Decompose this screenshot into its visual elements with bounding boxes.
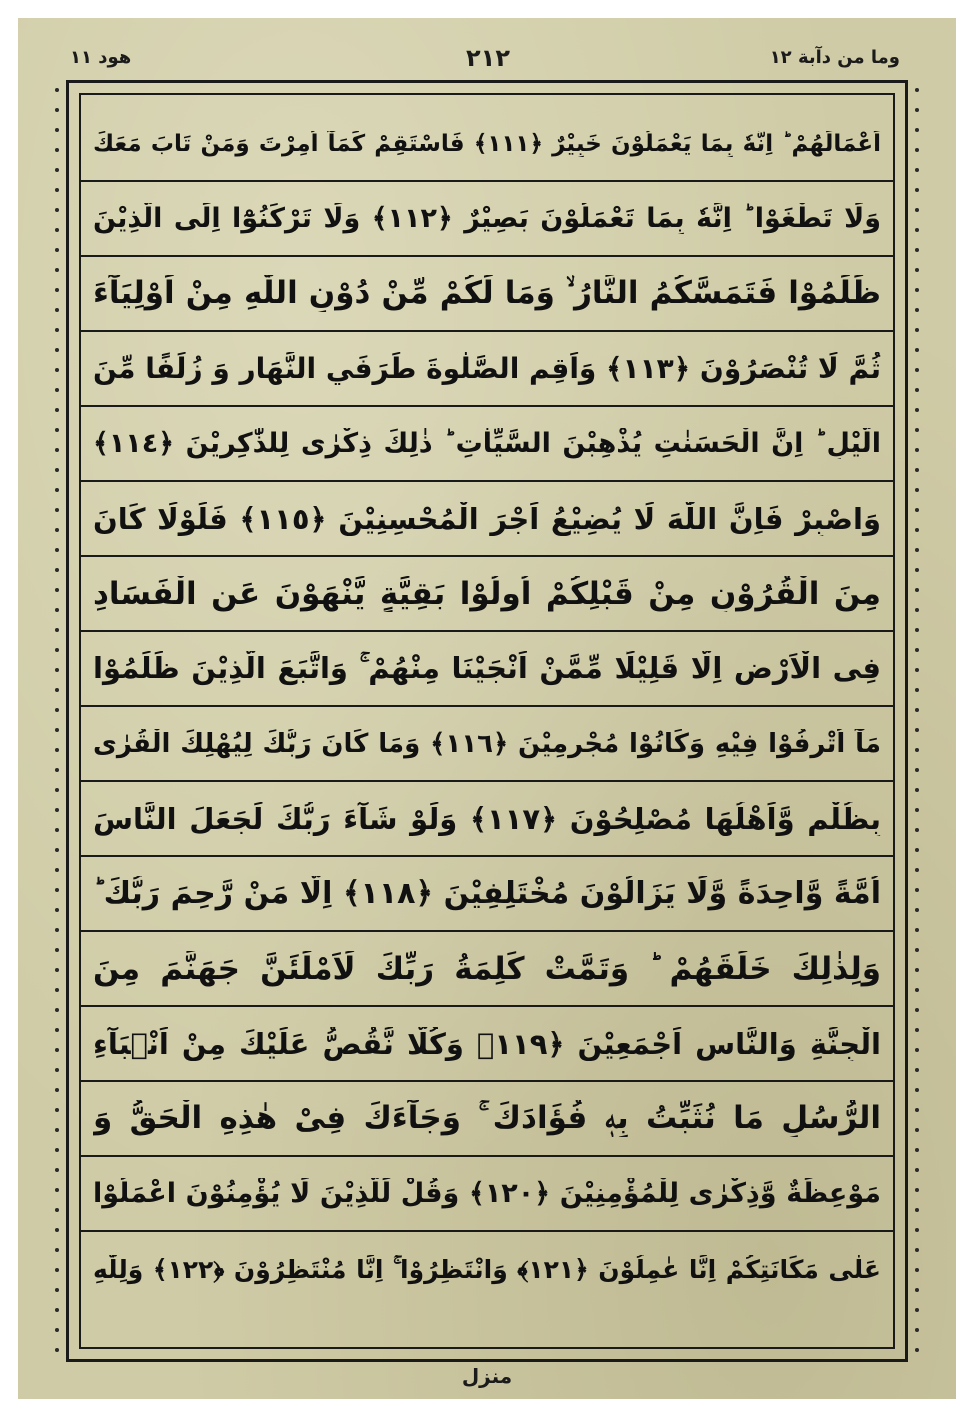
ornament-dot bbox=[55, 848, 59, 852]
ornament-dot bbox=[915, 88, 919, 92]
line-text: اُمَّةً وَّاحِدَةً وَّلَا يَزَالُوْنَ مُخْتَلِفِيْنَ ﴿١١٨﴾ اِلَّا مَنْ رَّحِمَ رَبُّكَ ؕ bbox=[93, 876, 881, 911]
ornament-dot bbox=[915, 948, 919, 952]
ornament-dot bbox=[55, 1328, 59, 1332]
ornament-dot bbox=[915, 168, 919, 172]
ornament-dot bbox=[915, 1108, 919, 1112]
ornament-dot bbox=[915, 368, 919, 372]
page-number: ٢١٢ bbox=[466, 44, 510, 72]
ornament-dot bbox=[915, 748, 919, 752]
text-line bbox=[81, 857, 893, 932]
line-text: الرُّسُلِ مَا نُثَبِّتُ بِهٖ فُؤَادَكَ ۚ وَجَآءَكَ فِىْ هٰذِهِ الْحَقُّ وَ bbox=[93, 1100, 881, 1136]
text-line bbox=[81, 1082, 893, 1157]
ornament-dot bbox=[55, 308, 59, 312]
ornament-dot bbox=[915, 908, 919, 912]
ornament-dot bbox=[915, 628, 919, 632]
ornament-dot bbox=[915, 528, 919, 532]
ornament-dot bbox=[915, 828, 919, 832]
ornament-dot bbox=[915, 928, 919, 932]
ornament-dot bbox=[55, 268, 59, 272]
line-text: اَعْمَالَهُمْ ؕ اِنَّهٗ بِمَا يَعْمَلُوْنَ خَبِيْرٌ ﴿١١١﴾ فَاسْتَقِمْ كَمَآ اُمِرْتَ وَمَنْ تَابَ مَعَكَ bbox=[93, 130, 881, 157]
ornament-dot bbox=[55, 1248, 59, 1252]
ornament-dot bbox=[915, 1228, 919, 1232]
line-text: مَوْعِظَةٌ وَّذِكْرٰى لِلْمُؤْمِنِيْنَ ﴿١٢٠﴾ وَقُلْ لِّلَّذِيْنَ لَا يُؤْمِنُوْنَ اعْمَلُوْا bbox=[93, 1178, 881, 1209]
ornament-dot bbox=[915, 1248, 919, 1252]
ornament-dot bbox=[55, 948, 59, 952]
ornament-dot bbox=[55, 588, 59, 592]
text-line bbox=[81, 482, 893, 557]
ornament-dot bbox=[915, 1128, 919, 1132]
ornament-dot bbox=[55, 988, 59, 992]
ornament-dot bbox=[55, 1288, 59, 1292]
ornament-dot bbox=[915, 788, 919, 792]
ornament-dot bbox=[915, 1088, 919, 1092]
ornament-dot bbox=[55, 328, 59, 332]
ornament-dot bbox=[55, 608, 59, 612]
ornament-dot bbox=[55, 148, 59, 152]
line-text: فِى الْاَرْضِ اِلَّا قَلِيْلًا مِّمَّنْ اَنْجَيْنَا مِنْهُمْ ۚ وَاتَّبَعَ الَّذِيْنَ ظَلَمُوْا bbox=[93, 651, 881, 685]
text-line bbox=[81, 1157, 893, 1232]
ornament-dot bbox=[55, 1028, 59, 1032]
line-text: ثُمَّ لَا تُنْصَرُوْنَ ﴿١١٣﴾ وَاَقِمِ الصَّلٰوةَ طَرَفَيِ النَّهَارِ وَ زُلَفًا مِّنَ bbox=[93, 352, 881, 385]
ornament-dot bbox=[915, 1188, 919, 1192]
ornament-dot bbox=[915, 288, 919, 292]
ornament-dot bbox=[55, 828, 59, 832]
ornament-dot bbox=[55, 248, 59, 252]
ornament-dot bbox=[55, 1268, 59, 1272]
manzil-marker: منزل bbox=[461, 1364, 513, 1388]
ornament-dot bbox=[55, 1068, 59, 1072]
ornament-dot bbox=[55, 1188, 59, 1192]
left-margin-ornament bbox=[50, 80, 64, 1362]
ornament-dot bbox=[55, 408, 59, 412]
ornament-dot bbox=[915, 348, 919, 352]
ornament-dot bbox=[55, 88, 59, 92]
ornament-dot bbox=[55, 528, 59, 532]
line-text: مِنَ الْقُرُوْنِ مِنْ قَبْلِكُمْ اُولُوْا بَقِيَّةٍ يَّنْهَوْنَ عَنِ الْفَسَادِ bbox=[93, 575, 881, 612]
text-line bbox=[81, 332, 893, 407]
ornament-dot bbox=[55, 1228, 59, 1232]
ornament-dot bbox=[915, 508, 919, 512]
ornament-dot bbox=[915, 408, 919, 412]
ornament-dot bbox=[55, 168, 59, 172]
ornament-dot bbox=[55, 768, 59, 772]
ornament-dot bbox=[915, 608, 919, 612]
ornament-dot bbox=[55, 448, 59, 452]
ornament-dot bbox=[55, 128, 59, 132]
text-frame-inner bbox=[79, 93, 895, 1349]
ornament-dot bbox=[915, 988, 919, 992]
ornament-dot bbox=[915, 688, 919, 692]
ornament-dot bbox=[55, 808, 59, 812]
line-text: الَّيْلِ ؕ اِنَّ الْحَسَنٰتِ يُذْهِبْنَ السَّيِّاٰتِ ؕ ذٰلِكَ ذِكْرٰى لِلذّٰكِرِيْنَ ﴿١١٤﴾ bbox=[93, 428, 881, 459]
ornament-dot bbox=[915, 468, 919, 472]
ornament-dot bbox=[55, 1308, 59, 1312]
ornament-dot bbox=[915, 968, 919, 972]
ornament-dot bbox=[55, 708, 59, 712]
ornament-dot bbox=[915, 888, 919, 892]
ornament-dot bbox=[55, 568, 59, 572]
ornament-dot bbox=[55, 748, 59, 752]
ornament-dot bbox=[55, 1008, 59, 1012]
ornament-dot bbox=[915, 848, 919, 852]
text-line bbox=[81, 1232, 893, 1307]
ornament-dot bbox=[55, 188, 59, 192]
ornament-dot bbox=[915, 1048, 919, 1052]
ornament-dot bbox=[915, 328, 919, 332]
ornament-dot bbox=[915, 208, 919, 212]
ornament-dot bbox=[915, 728, 919, 732]
line-text: الْجِنَّةِ وَالنَّاسِ اَجْمَعِيْنَ ﴿١١٩﴾ وَكُلًّا نَّقُصُّ عَلَيْكَ مِنْ اَنْۢبَآءِ bbox=[93, 1026, 881, 1061]
ayah-lines bbox=[81, 107, 893, 1347]
line-text: بِظُلْمٍ وَّاَهْلُهَا مُصْلِحُوْنَ ﴿١١٧﴾ وَلَوْ شَآءَ رَبُّكَ لَجَعَلَ النَّاسَ bbox=[93, 801, 881, 836]
ornament-dot bbox=[915, 148, 919, 152]
ornament-dot bbox=[915, 1168, 919, 1172]
ornament-dot bbox=[915, 808, 919, 812]
ornament-dot bbox=[915, 708, 919, 712]
ornament-dot bbox=[915, 568, 919, 572]
ornament-dot bbox=[55, 1208, 59, 1212]
ornament-dot bbox=[915, 488, 919, 492]
text-line bbox=[81, 407, 893, 482]
ornament-dot bbox=[915, 868, 919, 872]
ornament-dot bbox=[915, 188, 919, 192]
ornament-dot bbox=[55, 888, 59, 892]
ornament-dot bbox=[915, 1348, 919, 1352]
ornament-dot bbox=[915, 768, 919, 772]
ornament-dot bbox=[55, 928, 59, 932]
ornament-dot bbox=[55, 668, 59, 672]
ornament-dot bbox=[55, 388, 59, 392]
ornament-dot bbox=[55, 428, 59, 432]
text-line bbox=[81, 107, 893, 182]
ornament-dot bbox=[915, 1328, 919, 1332]
ornament-dot bbox=[55, 348, 59, 352]
ornament-dot bbox=[55, 968, 59, 972]
ornament-dot bbox=[915, 448, 919, 452]
ornament-dot bbox=[915, 588, 919, 592]
ornament-dot bbox=[55, 788, 59, 792]
ornament-dot bbox=[915, 648, 919, 652]
ornament-dot bbox=[55, 548, 59, 552]
right-margin-ornament bbox=[910, 80, 924, 1362]
ornament-dot bbox=[915, 128, 919, 132]
text-line bbox=[81, 257, 893, 332]
ornament-dot bbox=[915, 1208, 919, 1212]
line-text: عَلٰى مَكَانَتِكُمْ اِنَّا عٰمِلُوْنَ ﴿١٢١﴾ وَانْتَظِرُوْا ۚ اِنَّا مُنْتَظِرُوْنَ ﴿١٢٢﴾ وَلِلّٰهِ bbox=[93, 1254, 881, 1284]
ornament-dot bbox=[915, 1288, 919, 1292]
text-line bbox=[81, 557, 893, 632]
ornament-dot bbox=[55, 468, 59, 472]
ornament-dot bbox=[55, 1348, 59, 1352]
text-line bbox=[81, 782, 893, 857]
ornament-dot bbox=[55, 1128, 59, 1132]
ornament-dot bbox=[55, 368, 59, 372]
ornament-dot bbox=[915, 248, 919, 252]
ornament-dot bbox=[55, 728, 59, 732]
ornament-dot bbox=[55, 1168, 59, 1172]
ornament-dot bbox=[915, 1028, 919, 1032]
ornament-dot bbox=[915, 108, 919, 112]
ornament-dot bbox=[915, 228, 919, 232]
ornament-dot bbox=[915, 668, 919, 672]
ornament-dot bbox=[55, 488, 59, 492]
line-text: وَاصْبِرْ فَاِنَّ اللّٰهَ لَا يُضِيْعُ اَجْرَ الْمُحْسِنِيْنَ ﴿١١٥﴾ فَلَوْلَا كَانَ bbox=[93, 501, 881, 536]
ornament-dot bbox=[915, 1268, 919, 1272]
ornament-dot bbox=[915, 1008, 919, 1012]
mushaf-page bbox=[18, 18, 956, 1399]
ornament-dot bbox=[55, 1108, 59, 1112]
ornament-dot bbox=[915, 388, 919, 392]
line-text: وَلِذٰلِكَ خَلَقَهُمْ ؕ وَتَمَّتْ كَلِمَةُ رَبِّكَ لَاَمْلَئَنَّ جَهَنَّمَ مِنَ bbox=[93, 950, 881, 987]
text-line bbox=[81, 932, 893, 1007]
ornament-dot bbox=[915, 1068, 919, 1072]
ornament-dot bbox=[55, 1088, 59, 1092]
ornament-dot bbox=[915, 428, 919, 432]
ornament-dot bbox=[915, 1308, 919, 1312]
ornament-dot bbox=[55, 508, 59, 512]
ornament-dot bbox=[55, 628, 59, 632]
ornament-dot bbox=[915, 1148, 919, 1152]
ornament-dot bbox=[915, 548, 919, 552]
ornament-dot bbox=[915, 308, 919, 312]
text-line bbox=[81, 707, 893, 782]
ornament-dot bbox=[55, 1048, 59, 1052]
juz-name-header: وما من دآبة ١٢ bbox=[769, 47, 900, 68]
ornament-dot bbox=[915, 268, 919, 272]
ornament-dot bbox=[55, 648, 59, 652]
text-line bbox=[81, 1007, 893, 1082]
ornament-dot bbox=[55, 908, 59, 912]
ornament-dot bbox=[55, 868, 59, 872]
surah-name-header: هود ١١ bbox=[70, 47, 132, 68]
line-text: ظَلَمُوْا فَتَمَسَّكُمُ النَّارُ ۙ وَمَا لَكُمْ مِّنْ دُوْنِ اللّٰهِ مِنْ اَوْلِيَآءَ bbox=[93, 275, 881, 311]
text-line bbox=[81, 632, 893, 707]
ornament-dot bbox=[55, 108, 59, 112]
text-frame bbox=[66, 80, 908, 1362]
ornament-dot bbox=[55, 688, 59, 692]
ornament-dot bbox=[55, 208, 59, 212]
line-text: وَلَا تَطْغَوْا ؕ اِنَّهٗ بِمَا تَعْمَلُوْنَ بَصِيْرٌ ﴿١١٢﴾ وَلَا تَرْكَنُوْٓا اِلَى الَّذِيْنَ bbox=[93, 203, 881, 234]
ornament-dot bbox=[55, 1148, 59, 1152]
text-line bbox=[81, 182, 893, 257]
ornament-dot bbox=[55, 288, 59, 292]
line-text: مَآ اُتْرِفُوْا فِيْهِ وَكَانُوْا مُجْرِمِيْنَ ﴿١١٦﴾ وَمَا كَانَ رَبُّكَ لِيُهْلِكَ الْقُرٰى bbox=[93, 728, 881, 759]
ornament-dot bbox=[55, 228, 59, 232]
